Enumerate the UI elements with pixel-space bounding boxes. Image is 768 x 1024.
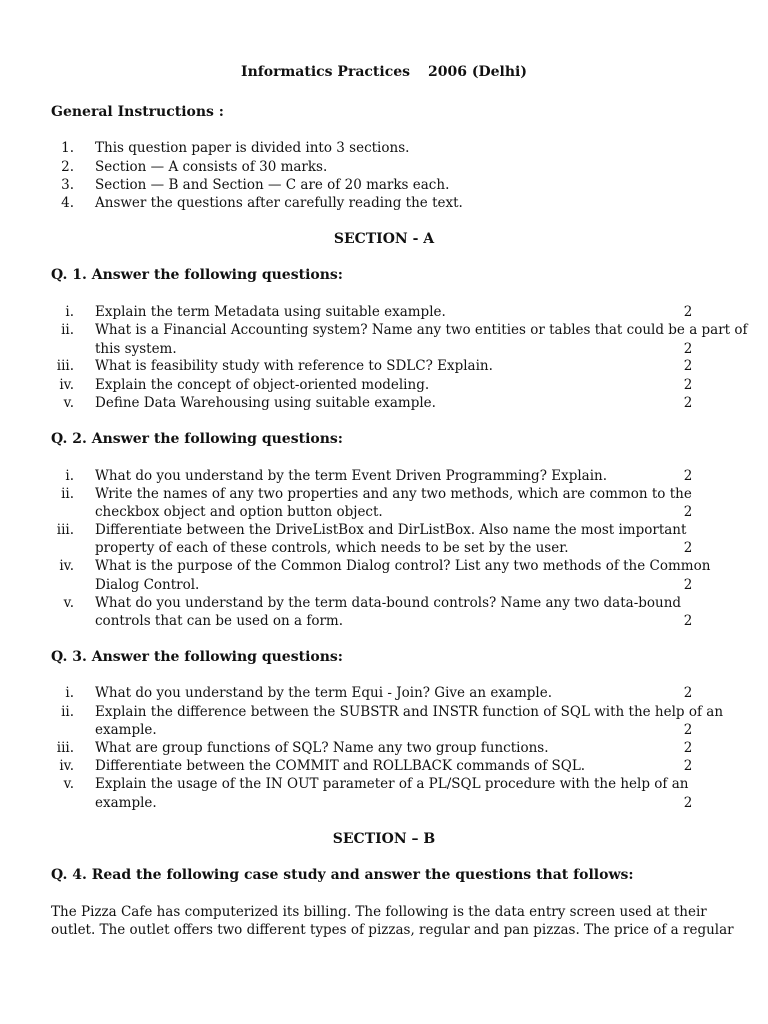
paper-year: 2006 (Delhi) [428, 64, 527, 80]
item-number: 3. [61, 177, 74, 193]
item-text: This question paper is divided into 3 sections. [95, 140, 410, 156]
paragraph-line: outlet. The outlet offers two different types of pizzas, regular and pan pizzas. The price of a regular [51, 922, 734, 938]
item-text: Differentiate between the COMMIT and ROLLBACK commands of SQL. [95, 758, 586, 774]
marks: 2 [683, 795, 693, 811]
marks: 2 [683, 341, 693, 357]
item-text: What are group functions of SQL? Name any two group functions. [95, 740, 549, 756]
item-text: What is feasibility study with reference to SDLC? Explain. [95, 358, 493, 374]
item-number: v. [63, 595, 74, 611]
paragraph-line: The Pizza Cafe has computerized its billing. The following is the data entry screen used at their [51, 904, 707, 920]
item-number: iii. [56, 522, 74, 538]
item-text: What do you understand by the term Equi - Join? Give an example. [95, 685, 553, 701]
item-number: i. [65, 685, 74, 701]
section-b-title: SECTION – B [332, 831, 436, 847]
q4-heading: Q. 4. Read the following case study and answer the questions that follows: [51, 867, 634, 883]
marks: 2 [683, 395, 693, 411]
item-number: i. [65, 468, 74, 484]
item-text: What is a Financial Accounting system? Name any two entities or tables that could be a part of [95, 322, 748, 338]
item-text-continued: example. [95, 722, 157, 738]
q1-heading: Q. 1. Answer the following questions: [51, 267, 343, 283]
item-number: 4. [61, 195, 74, 211]
section-a-title: SECTION - A [333, 231, 435, 247]
marks: 2 [683, 358, 693, 374]
item-number: 2. [61, 159, 74, 175]
item-number: ii. [61, 704, 74, 720]
item-text: Section — A consists of 30 marks. [95, 159, 328, 175]
item-number: 1. [61, 140, 74, 156]
item-text: Differentiate between the DriveListBox and DirListBox. Also name the most important [95, 522, 687, 538]
subject-title: Informatics Practices [241, 64, 411, 80]
item-text-continued: this system. [95, 341, 177, 357]
item-text: Explain the difference between the SUBSTR and INSTR function of SQL with the help of an [95, 704, 724, 720]
marks: 2 [683, 577, 693, 593]
item-text: Section — B and Section — C are of 20 marks each. [95, 177, 450, 193]
item-text-continued: Dialog Control. [95, 577, 200, 593]
item-text: Write the names of any two properties and any two methods, which are common to the [95, 486, 692, 502]
general-instructions-heading: General Instructions : [51, 104, 224, 120]
item-text: Explain the usage of the IN OUT parameter of a PL/SQL procedure with the help of an [95, 776, 689, 792]
marks: 2 [683, 304, 693, 320]
item-text-continued: checkbox object and option button object. [95, 504, 383, 520]
q2-heading: Q. 2. Answer the following questions: [51, 431, 343, 447]
marks: 2 [683, 685, 693, 701]
item-number: ii. [61, 322, 74, 338]
item-text-continued: controls that can be used on a form. [95, 613, 343, 629]
item-number: i. [65, 304, 74, 320]
item-number: iv. [59, 558, 74, 574]
item-text: What do you understand by the term Event Driven Programming? Explain. [95, 468, 608, 484]
paper-title [0, 64, 768, 80]
q3-heading: Q. 3. Answer the following questions: [51, 649, 343, 665]
item-text: Answer the questions after carefully reading the text. [95, 195, 463, 211]
item-number: v. [63, 395, 74, 411]
marks: 2 [683, 504, 693, 520]
marks: 2 [683, 740, 693, 756]
item-text-continued: property of each of these controls, which needs to be set by the user. [95, 540, 569, 556]
item-text: Define Data Warehousing using suitable example. [95, 395, 436, 411]
item-number: iv. [59, 377, 74, 393]
item-text-continued: example. [95, 795, 157, 811]
item-number: iii. [56, 740, 74, 756]
item-text: What do you understand by the term data-bound controls? Name any two data-bound [95, 595, 682, 611]
item-text: What is the purpose of the Common Dialog control? List any two methods of the Common [95, 558, 711, 574]
item-number: iii. [56, 358, 74, 374]
item-number: iv. [59, 758, 74, 774]
marks: 2 [683, 377, 693, 393]
marks: 2 [683, 722, 693, 738]
item-text: Explain the term Metadata using suitable example. [95, 304, 446, 320]
marks: 2 [683, 540, 693, 556]
marks: 2 [683, 468, 693, 484]
marks: 2 [683, 758, 693, 774]
marks: 2 [683, 613, 693, 629]
item-number: v. [63, 776, 74, 792]
item-text: Explain the concept of object-oriented modeling. [95, 377, 430, 393]
item-number: ii. [61, 486, 74, 502]
